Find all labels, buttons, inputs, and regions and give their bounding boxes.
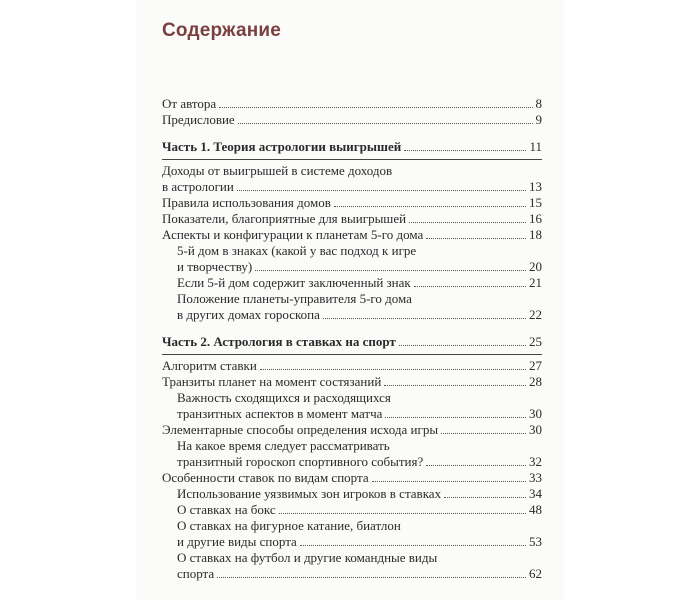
entry-line xyxy=(177,550,542,566)
leader-dots xyxy=(219,107,532,108)
entry-title: Часть 1. Теория астрологии выигрышей xyxy=(162,139,402,154)
page-number: 27 xyxy=(529,358,542,373)
entry-title: Особенности ставок по видам спорта xyxy=(162,470,369,485)
entry-line xyxy=(162,112,542,128)
entry-line xyxy=(162,334,542,350)
leader-dots xyxy=(323,318,526,319)
entry-title: Положение планеты-управителя 5-го дома xyxy=(177,291,412,306)
leader-dots xyxy=(404,150,526,151)
part-rule xyxy=(162,159,542,160)
toc-entry xyxy=(162,550,542,582)
leader-dots xyxy=(426,465,526,466)
entry-title: в астрологии xyxy=(162,179,234,194)
page-number: 34 xyxy=(529,486,542,501)
entry-line xyxy=(177,566,542,582)
entry-line xyxy=(162,163,542,179)
entry-title: и другие виды спорта xyxy=(177,534,297,549)
entry-title: Использование уязвимых зон игроков в ставках xyxy=(177,486,442,501)
leader-dots xyxy=(384,385,526,386)
page-number: 62 xyxy=(529,566,542,581)
entry-title: От автора xyxy=(162,96,217,111)
entry-line xyxy=(177,275,542,291)
leader-dots xyxy=(217,577,526,578)
page-number: 32 xyxy=(529,454,542,469)
page-number: 18 xyxy=(529,227,542,242)
page-number: 9 xyxy=(535,112,542,127)
entry-title: Элементарные способы определения исхода игры xyxy=(162,422,439,437)
entry-line xyxy=(162,96,542,112)
toc-entry xyxy=(162,112,542,128)
toc-entry xyxy=(162,390,542,422)
leader-dots xyxy=(385,417,526,418)
entry-title: транзитных аспектов в момент матча xyxy=(177,406,383,421)
page-number: 16 xyxy=(529,211,542,226)
toc-entry xyxy=(162,358,542,374)
page-number: 53 xyxy=(529,534,542,549)
leader-dots xyxy=(255,270,526,271)
leader-dots xyxy=(409,222,526,223)
page-number: 15 xyxy=(529,195,542,210)
entry-line xyxy=(162,179,542,195)
part-title xyxy=(162,139,542,155)
entry-line xyxy=(162,195,542,211)
entry-title: На какое время следует рассматривать xyxy=(177,438,390,453)
entry-title: транзитный гороскоп спортивного события? xyxy=(177,454,424,469)
toc-entry xyxy=(162,470,542,486)
entry-line xyxy=(162,470,542,486)
section-gap xyxy=(162,323,542,334)
toc-entry xyxy=(162,486,542,502)
entry-title: Предисловие xyxy=(162,112,235,127)
leader-dots xyxy=(399,345,526,346)
page-number: 13 xyxy=(529,179,542,194)
leader-dots xyxy=(237,190,526,191)
entry-title: Транзиты планет на момент состязаний xyxy=(162,374,382,389)
entry-title: Доходы от выигрышей в системе доходов xyxy=(162,163,393,178)
entry-title: О ставках на футбол и другие командные виды xyxy=(177,550,438,565)
toc-entry xyxy=(162,227,542,243)
entry-title: О ставках на бокс xyxy=(177,502,276,517)
entry-line xyxy=(177,486,542,502)
entry-title: 5-й дом в знаках (какой у вас подход к игре xyxy=(177,243,417,258)
page-number: 8 xyxy=(535,96,542,111)
toc-entry xyxy=(162,96,542,112)
page-number: 30 xyxy=(529,406,542,421)
toc-entry xyxy=(162,291,542,323)
part-title xyxy=(162,334,542,350)
leader-dots xyxy=(426,238,526,239)
entry-title: Аспекты и конфигурации к планетам 5-го дома xyxy=(162,227,424,242)
entry-line xyxy=(162,374,542,390)
entry-line xyxy=(162,422,542,438)
entry-title: Если 5-й дом содержит заключенный знак xyxy=(177,275,411,290)
entry-line xyxy=(177,390,542,406)
toc-entry xyxy=(162,211,542,227)
page-number: 33 xyxy=(529,470,542,485)
toc-entry xyxy=(162,422,542,438)
entry-title: спорта xyxy=(177,566,215,581)
entry-line xyxy=(177,534,542,550)
leader-dots xyxy=(238,123,533,124)
leader-dots xyxy=(334,206,526,207)
toc-entry xyxy=(162,275,542,291)
page-number: 22 xyxy=(529,307,542,322)
entry-line xyxy=(177,518,542,534)
toc-entry xyxy=(162,438,542,470)
part-rule xyxy=(162,354,542,355)
section-gap xyxy=(162,128,542,139)
toc-entry xyxy=(162,195,542,211)
page-number: 20 xyxy=(529,259,542,274)
toc-heading: Содержание xyxy=(162,20,282,41)
page-number: 21 xyxy=(529,275,542,290)
toc-entry xyxy=(162,518,542,550)
entry-title: в других домах гороскопа xyxy=(177,307,320,322)
entry-line xyxy=(177,454,542,470)
entry-line xyxy=(177,438,542,454)
entry-line xyxy=(162,227,542,243)
entry-title: Правила использования домов xyxy=(162,195,331,210)
page-number: 28 xyxy=(529,374,542,389)
entry-title: Важность сходящихся и расходящихся xyxy=(177,390,391,405)
entry-line xyxy=(162,211,542,227)
toc-entry xyxy=(162,374,542,390)
entry-line xyxy=(162,139,542,155)
entry-title: Показатели, благоприятные для выигрышей xyxy=(162,211,407,226)
entry-title: О ставках на фигурное катание, биатлон xyxy=(177,518,401,533)
entry-title: Алгоритм ставки xyxy=(162,358,257,373)
entry-line xyxy=(177,291,542,307)
page-number: 25 xyxy=(529,334,542,349)
leader-dots xyxy=(279,513,526,514)
leader-dots xyxy=(441,433,526,434)
leader-dots xyxy=(260,369,526,370)
book-page xyxy=(136,0,564,600)
entry-title: и творчеству) xyxy=(177,259,253,274)
leader-dots xyxy=(414,286,526,287)
toc-entry xyxy=(162,502,542,518)
toc-entry xyxy=(162,163,542,195)
entry-title: Часть 2. Астрология в ставках на спорт xyxy=(162,334,396,349)
entry-line xyxy=(177,243,542,259)
page-number: 11 xyxy=(529,139,542,154)
entry-line xyxy=(177,502,542,518)
entry-line xyxy=(177,406,542,422)
entry-line xyxy=(177,259,542,275)
page-number: 48 xyxy=(529,502,542,517)
leader-dots xyxy=(372,481,526,482)
table-of-contents xyxy=(162,96,542,582)
entry-line xyxy=(162,358,542,374)
leader-dots xyxy=(300,545,526,546)
toc-entry xyxy=(162,243,542,275)
page-number: 30 xyxy=(529,422,542,437)
entry-line xyxy=(177,307,542,323)
leader-dots xyxy=(444,497,526,498)
